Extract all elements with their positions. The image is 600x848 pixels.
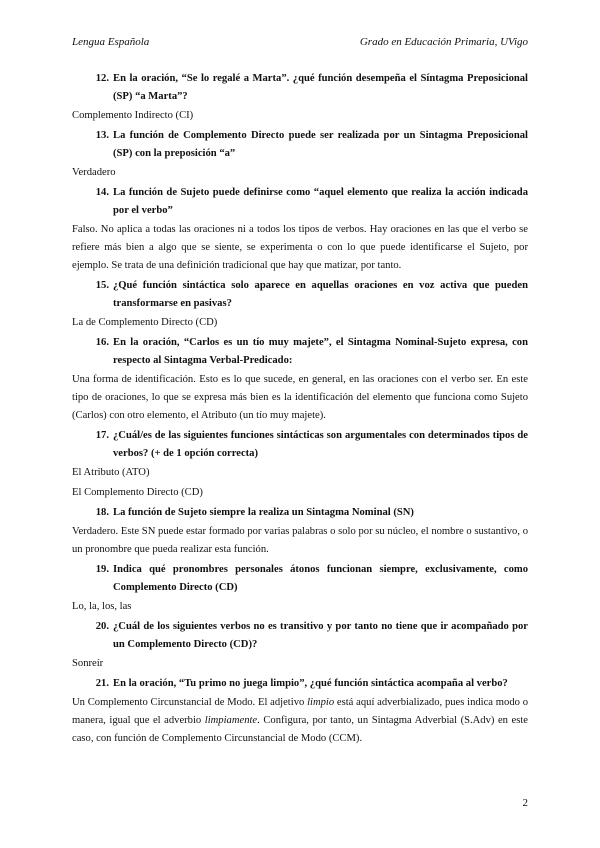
question-number: 19. [95, 564, 109, 575]
header-left: Lengua Española [72, 36, 150, 48]
question-item [72, 618, 528, 654]
answer-text: Lo, la, los, las [72, 601, 132, 612]
question-text: La función de Sujeto puede definirse como “aquel elemento que realiza la acción indicada por el verbo” [113, 187, 528, 216]
document-body [72, 70, 528, 750]
answer-text: Complemento Indirecto (CI) [72, 110, 194, 121]
answer-fragment: está aquí adverbializado, pues indica modo o manera, igual que el adverbio [72, 697, 528, 726]
answer-text: Verdadero [72, 167, 116, 178]
question-item [72, 427, 528, 463]
question-item [72, 70, 528, 106]
emphasized-term: limpiamente [204, 715, 258, 726]
answer-text: El Atributo (ATO) [72, 467, 150, 478]
question-number: 16. [95, 337, 109, 348]
page-number: 2 [522, 797, 528, 809]
answer-text: Falso. No aplica a todas las oraciones ni a todos los tipos de verbos. Hay oraciones en las que el verbo se refiere más bien a algo que se siente, se experimenta o con lo que puede identificarse el Sujeto, por ejemplo. Se trata de una definición tradicional que hay que matizar, por tanto. [72, 224, 528, 271]
answer-text: Verdadero. Este SN puede estar formado por varias palabras o solo por su núcleo, el nombre o sustantivo, o un pronombre que pueda realizar esta función. [72, 526, 528, 555]
question-text: ¿Qué función sintáctica solo aparece en aquellas oraciones en voz activa que pueden transformarse en pasivas? [113, 280, 528, 309]
question-number: 14. [95, 187, 109, 198]
question-number: 17. [95, 430, 109, 441]
question-text: En la oración, “Tu primo no juega limpio”, ¿qué función sintáctica acompaña al verbo? [113, 678, 508, 689]
question-text: ¿Cuál de los siguientes verbos no es transitivo y por tanto no tiene que ir acompañado por un Complemento Directo (CD)? [113, 621, 528, 650]
answer-text: Sonreír [72, 658, 104, 669]
question-item [72, 127, 528, 163]
question-item [72, 504, 528, 522]
question-text: En la oración, “Se lo regalé a Marta”. ¿qué función desempeña el Síntagma Preposicional (SP) “a Marta”? [113, 73, 528, 102]
answer-text: El Complemento Directo (CD) [72, 487, 203, 498]
question-item [72, 184, 528, 220]
question-item [72, 334, 528, 370]
question-item [72, 675, 528, 693]
answer-fragment: Un Complemento Circunstancial de Modo. El adjetivo [72, 697, 308, 708]
question-text: Indica qué pronombres personales átonos funcionan siempre, exclusivamente, como Complemento Directo (CD) [113, 564, 528, 593]
page-header [72, 36, 528, 48]
question-text: En la oración, “Carlos es un tío muy majete”, el Sintagma Nominal-Sujeto expresa, con respecto al Sintagma Verbal-Predicado: [113, 337, 528, 366]
question-number: 12. [95, 73, 109, 84]
question-item [72, 561, 528, 597]
question-text: La función de Sujeto siempre la realiza un Sintagma Nominal (SN) [113, 507, 414, 518]
question-item [72, 277, 528, 313]
emphasized-term: limpio [307, 697, 335, 708]
header-right: Grado en Educación Primaria, UVigo [359, 36, 528, 48]
question-number: 13. [95, 130, 109, 141]
question-number: 21. [95, 678, 109, 689]
answer-text: Una forma de identificación. Esto es lo que sucede, en general, en las oraciones con el verbo ser. En este tipo de oraciones, lo que se expresa más bien es la identificación del elemento que funciona como Sujeto (Carlos) con otro elemento, el Atributo (un tío muy majete). [72, 374, 528, 421]
question-number: 18. [95, 507, 109, 518]
question-text: ¿Cuál/es de las siguientes funciones sintácticas son argumentales con determinados tipos de verbos? (+ de 1 opción correcta) [113, 430, 528, 459]
answer-text [72, 694, 528, 748]
answer-text: La de Complemento Directo (CD) [72, 317, 218, 328]
answer-fragment: . Configura, por tanto, un Sintagma Adverbial (S.Adv) en este caso, con función de Complemento Circunstancial de Modo (CCM). [72, 715, 528, 744]
question-number: 20. [95, 621, 109, 632]
question-number: 15. [95, 280, 109, 291]
question-text: La función de Complemento Directo puede ser realizada por un Sintagma Preposicional (SP) con la preposición “a” [113, 130, 528, 159]
